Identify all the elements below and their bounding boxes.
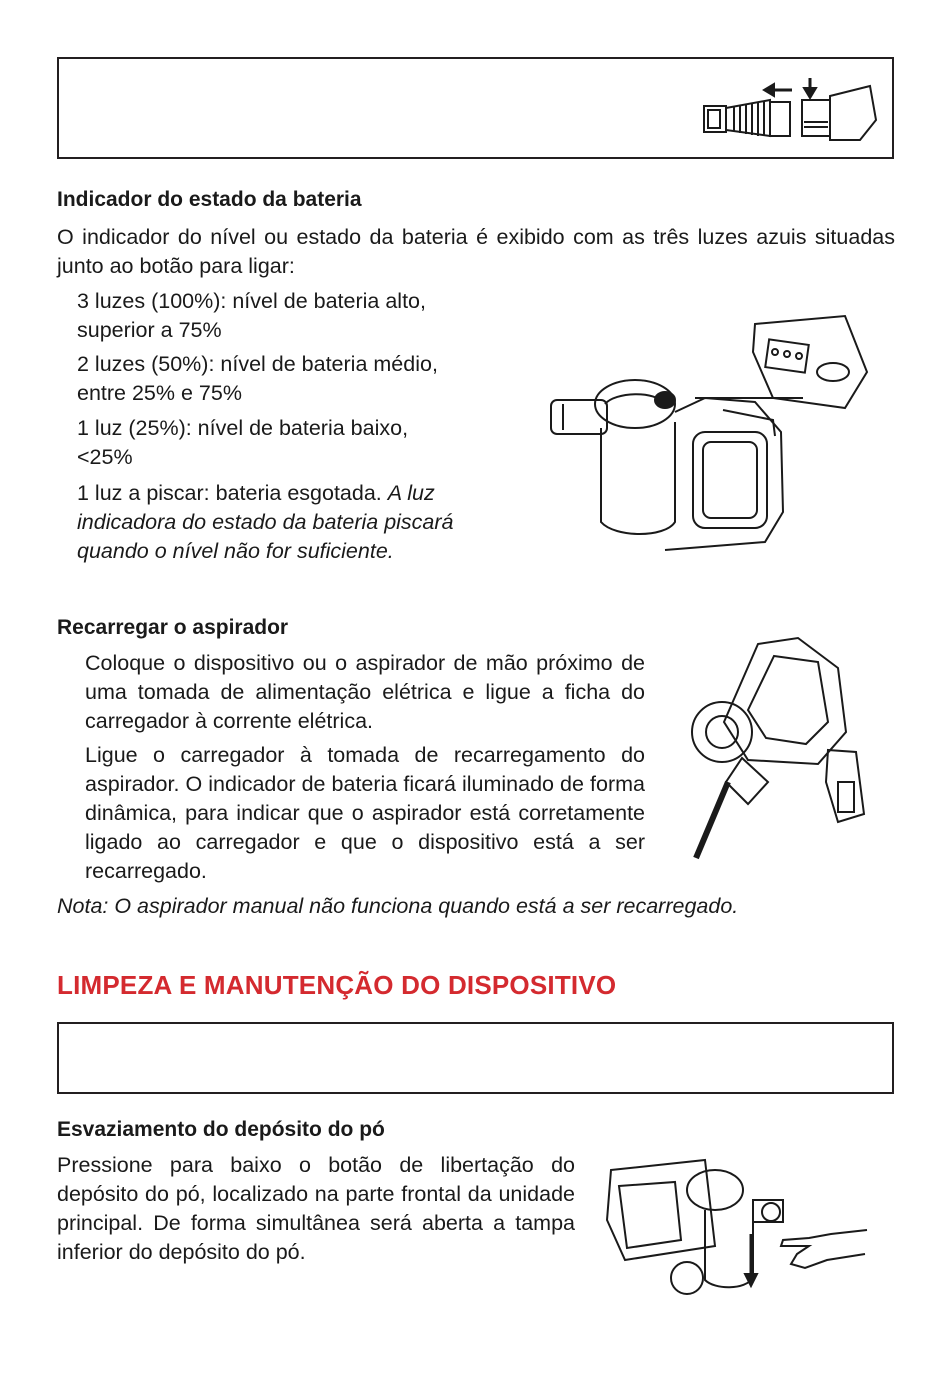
dust-heading: Esvaziamento do depósito do pó — [57, 1118, 385, 1141]
cleaning-note-box — [57, 1022, 894, 1094]
recharge-text-1: Coloque o dispositivo ou o aspirador de mão próximo de uma tomada de alimentação elétrica e ligue a ficha do carregador à corrente elétrica. — [85, 651, 645, 733]
nozzle-illustration — [700, 78, 880, 148]
cleaning-title: LIMPEZA E MANUTENÇÃO DO DISPOSITIVO — [57, 970, 617, 1000]
dust-text: Pressione para baixo o botão de libertação do depósito do pó, localizado na parte frontal da unidade principal. De forma simultânea será aberta a tampa inferior do depósito do pó. — [57, 1153, 575, 1264]
vacuum-charging-illustration — [688, 632, 878, 862]
recharge-note: Nota: O aspirador manual não funciona quando está a ser recarregado. — [57, 894, 739, 918]
dust-container-illustration — [605, 1150, 875, 1310]
battery-level-3: 3 luzes (100%): nível de bateria alto, superior a 75% — [77, 289, 426, 342]
battery-level-2: 2 luzes (50%): nível de bateria médio, entre 25% e 75% — [77, 352, 438, 405]
recharge-text-2: Ligue o carregador à tomada de recarregamento do aspirador. O indicador de bateria ficará iluminado de forma dinâmica, para indicar que o aspirador está corretamente ligado ao carregador e que o dispositivo está a ser recarregado. — [85, 743, 645, 883]
battery-level-1: 1 luz (25%): nível de bateria baixo, <25% — [77, 416, 409, 469]
battery-intro: O indicador do nível ou estado da bateria é exibido com as três luzes azuis situadas junto ao botão para ligar: — [57, 225, 895, 278]
vacuum-battery-illustration — [545, 312, 875, 562]
recharge-heading: Recarregar o aspirador — [57, 616, 289, 639]
battery-heading: Indicador do estado da bateria — [57, 188, 362, 211]
battery-level-blink: 1 luz a piscar: bateria esgotada. A luz indicadora do estado da bateria piscará quando o nível não for suficiente. — [77, 481, 454, 563]
